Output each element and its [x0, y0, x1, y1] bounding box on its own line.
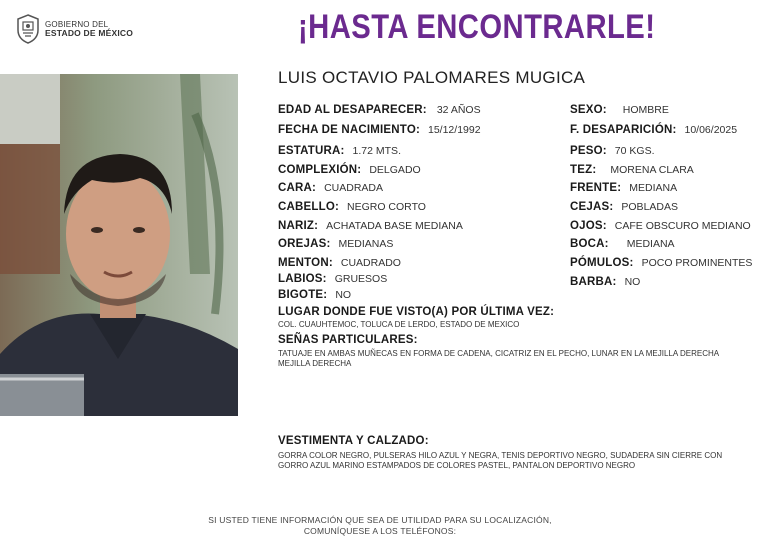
field-height: ESTATURA: 1.72 MTS. [278, 145, 401, 157]
missing-person-photo [0, 74, 238, 416]
last-seen-location: COL. CUAUHTEMOC, TOLUCA DE LERDO, ESTADO DE MEXICO [278, 320, 520, 329]
clothing-line-1: GORRA COLOR NEGRO, PULSERAS HILO AZUL Y NEGRA, TENIS DEPORTIVO NEGRO, SUDADERA SIN CIERRE CON [278, 451, 723, 460]
field-chin: MENTON: CUADRADO [278, 257, 401, 269]
headline: ¡HASTA ENCONTRARLE! [298, 8, 656, 46]
field-mouth: BOCA: MEDIANA [570, 238, 675, 250]
field-face: CARA: CUADRADA [278, 182, 383, 194]
field-weight: PESO: 70 KGS. [570, 145, 655, 157]
field-cheekbones: PÓMULOS: POCO PROMINENTES [570, 257, 753, 269]
logo-line-2: ESTADO DE MÉXICO [45, 28, 134, 38]
field-disappearance-date: F. DESAPARICIÓN: 10/06/2025 [570, 124, 738, 136]
field-lips: LABIOS: GRUESOS [278, 273, 388, 285]
field-nose: NARIZ: ACHATADA BASE MEDIANA [278, 220, 463, 232]
marks-line-2: MEJILLA DERECHA [278, 359, 352, 368]
field-beard: BARBA: NO [570, 276, 641, 288]
marks-title: SEÑAS PARTICULARES: [278, 334, 418, 346]
state-coat-of-arms-icon [16, 14, 40, 44]
field-forehead: FRENTE: MEDIANA [570, 182, 678, 194]
person-name: LUIS OCTAVIO PALOMARES MUGICA [278, 68, 586, 87]
clothing-line-2: GORRO AZUL MARINO ESTAMPADOS DE COLORES PASTEL, PANTALON DEPORTIVO NEGRO [278, 461, 636, 470]
field-build: COMPLEXIÓN: DELGADO [278, 164, 421, 176]
field-birth-date: FECHA DE NACIMIENTO: 15/12/1992 [278, 124, 481, 136]
field-ears: OREJAS: MEDIANAS [278, 238, 394, 250]
field-sex: SEXO: HOMBRE [570, 104, 669, 116]
field-eyebrows: CEJAS: POBLADAS [570, 201, 678, 213]
field-eyes: OJOS: CAFE OBSCURO MEDIANO [570, 220, 751, 232]
clothing-title: VESTIMENTA Y CALZADO: [278, 435, 429, 447]
contact-footer [150, 515, 610, 537]
field-complexion: TEZ: MORENA CLARA [570, 164, 694, 176]
footer-line-1: SI USTED TIENE INFORMACIÓN QUE SEA DE UTILIDAD PARA SU LOCALIZACIÓN, [208, 515, 552, 525]
last-seen-title: LUGAR DONDE FUE VISTO(A) POR ÚLTIMA VEZ: [278, 306, 555, 318]
field-hair: CABELLO: NEGRO CORTO [278, 201, 426, 213]
government-logo [16, 14, 133, 44]
footer-line-2: COMUNÍQUESE A LOS TELÉFONOS: [303, 526, 457, 536]
logo-line-1: GOBIERNO DEL [45, 20, 109, 29]
field-mustache: BIGOTE: NO [278, 289, 352, 301]
marks-line-1: TATUAJE EN AMBAS MUÑECAS EN FORMA DE CADENA, CICATRIZ EN EL PECHO, LUNAR EN LA MEJILLA DERECHA [278, 349, 720, 358]
field-age: EDAD AL DESAPARECER: 32 AÑOS [278, 104, 481, 116]
